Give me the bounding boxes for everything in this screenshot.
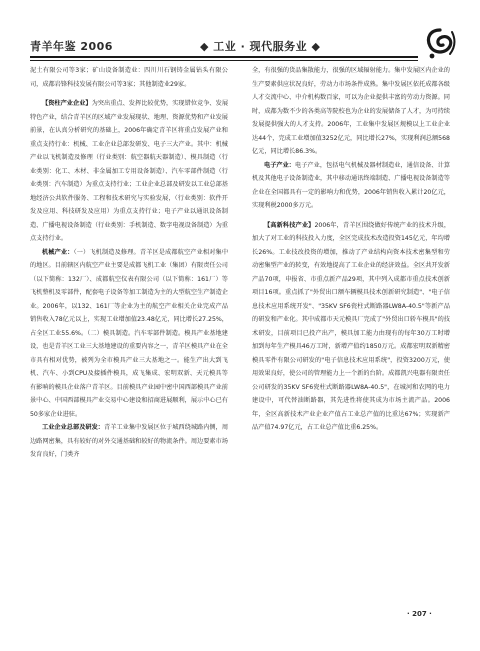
paragraph-text: （一）飞机制造及修理。青羊区是成都航空产业相对集中的地区。目前辖区内航空产业主要是成都飞机工业（集团）有限责任公司（以下简称：132厂）、成都航空仪表有限公司（以下简称：161厂）等飞机整机及零部件，配套电子设备等加工制造为主的大型航空生产制造企业。2006年，以132、161厂等企业为主的航空产业相关企业完成产品销售收入78亿元以上，实现工业增加值23.48亿元，同比增长27.25%，占全区工业55.6%。（二）模具制造。汽车零部件制造。模具产业基地建设，也是青羊区工业三大基地建设的重要内容之一，青羊区模具产业在全市具有相对优势，被列为全市模具产业三大基地之一。能生产出大到飞机、汽车、小到CPU及接插件模具，成飞集成、宏明双新、天元模具等有影响的模具企业落户青羊区。目前模具产业园中密中国西部模具产业前景中心、中国西部模具产业交易中心建设和招商进展顺利，展示中心已有50多家企业进驻。 (30, 248, 229, 418)
paragraph: 泥土有限公司等3家；矿山设备制造业：四川川石钢铸金属钻头有限公司，成都岩锋科技发展有限公司等3家；其他制造业29家。 (30, 67, 228, 88)
page-header (30, 36, 450, 58)
section-title: ◆ 工业 · 现代服务业 ◆ (200, 40, 321, 53)
subheading: 电子产业： (264, 161, 296, 169)
paragraph (30, 246, 228, 422)
subheading: 机械产业： (42, 248, 74, 256)
paragraph-text: 电子产业，包括电气机械及器材制造业，通信设备、计算机及其他电子设备制造业，其中移动通讯终端制造、广播电视设备制造等企业在全国都具有一定的影响力和优势，2006年销售收入累计20亿元，实现利税2000多万元。 (252, 161, 451, 209)
paragraph (30, 97, 228, 246)
header-rule (30, 56, 418, 58)
paragraph (252, 219, 450, 435)
paragraph (252, 159, 450, 213)
section-heading: 【高新科技产业】 (264, 221, 315, 229)
swirl-logo-icon (422, 26, 458, 62)
right-column (252, 64, 450, 435)
section-heading: 【资柱产业企业】 (42, 100, 92, 107)
header-rule-thin (30, 60, 418, 61)
paragraph-text: 青羊工业集中发展区位于城西绕城路内侧，周边路网密集，具有较好的对外交通基础和较好的物流条件。周边要素市场发育良好，门类齐 (30, 424, 229, 458)
paragraph-text: 2006年，青羊区围绕做好传统产业的技术升级，加大了对工业的科技投入力度，全区完成技术改造投资145亿元，年均增长26%。工业技改投资的增加，推动了产业结构向资本技术密集型和劳动密集型产业的转变，有效地提高了工业企业的经济效益。全区共开发新产品70项，申报省、市重点新产品29项，其中列入成都市重点技术创新项目16项。重点抓了"外贸出口额车辆模具技术创新研究制造"、"电子信息技术应用系统开发"、"35KV SF6瓷柱式断路器LW8A-40.5"等新产品的研发和产业化。其中成都市天元模具厂完成了"外贸出口轿车模具"的技术研发，目前项目已投产出产，模具加工能力由现有的每年30万工时增加到每年生产模具46万工时，新增产值约1850万元。成都宏明双新精密模具零件有限公司研发的"电子信息技术应用系统"，投资3200万元，使用效果良好，使公司的管理能力上一个新的台阶。成都凯兴电器有限责任公司研发的35KV SF6瓷柱式断路器LW8A-40.5"，在城河和农网的电力建设中，可代替油断路器，其先进性将使其成为市场主流产品。2006年，全区高新技术产业企业产值占工业总产值的比重达67%；实现新产品产值74.97亿元，占工业总产值比重6.25%。 (252, 221, 451, 431)
paragraph (30, 421, 228, 462)
page-number: · 207 · (407, 610, 432, 618)
left-column (30, 64, 228, 462)
paragraph-text: 为突出重点、发挥比较优势，实现错位竞争、发展特色产业，结合青羊区的区域产业发展现状、地理、资源优势和产业发展前景，在认真分析研究的基础上，2006年确定青羊区将重点发展产业和重点支持行业：机械、工业企业总部发研发、电子三大产业。其中：机械产业以飞机制造及修理（行业类别：航空器航天器制造）、模具制造（行业类别：化工、木材、非金属加工专用设备制造）、汽车零部件制造（行业类别：汽车制造）为重点支持行业；工业企业总部及研发以工业总部基地经济公共软件服务、工程和技术研究与实验发展，（行业类别：软件开发及应用、科技研发及应用）为重点支持行业；电子产业以通讯设备制造、广播电视设备制造（行业类别：手机制造、数字电视设备制造）为重点支持行业。 (30, 100, 229, 242)
subheading: 工业企业总部及研发： (42, 424, 105, 431)
yearbook-title: 青羊年鉴 2006 (30, 40, 113, 53)
paragraph: 全，有很强的货品集散能力，很强的区域辐射能力。集中发展区内企业的生产要素供应状况良好，劳动力市场条件成熟。集中发展区依托成都各级人才交流中心、中介机构数百家，可以为企业提供丰富的劳动力资源。同时，成都为数不少的各类高等院校也为企业的发展储备了人才，为可持续发展提供强大的人才支持。2006年，工业集中发展区规模以上工业企业达44个，完成工业增加值3252亿元，同比增长27%，实现利润总额568亿元，同比增长86.3%。 (252, 67, 450, 155)
